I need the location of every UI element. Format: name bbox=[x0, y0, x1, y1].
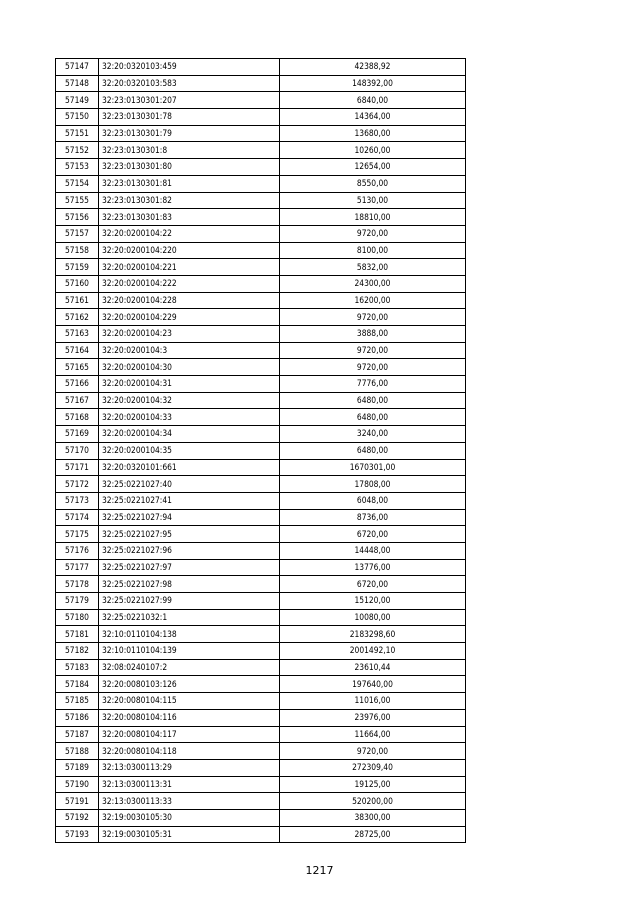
page-number: 1217 bbox=[305, 864, 334, 877]
row-number-cell: 57154 bbox=[56, 175, 99, 192]
row-number-cell: 57182 bbox=[56, 643, 99, 660]
cadastral-number-cell: 32:20:0200104:229 bbox=[99, 309, 280, 326]
table-row bbox=[56, 59, 466, 76]
value-cell: 8100,00 bbox=[280, 242, 466, 259]
cadastral-number-cell: 32:23:0130301:83 bbox=[99, 209, 280, 226]
cadastral-number-cell: 32:13:0300113:31 bbox=[99, 776, 280, 793]
value-cell: 12654,00 bbox=[280, 159, 466, 176]
value-cell: 6840,00 bbox=[280, 92, 466, 109]
row-number-cell: 57186 bbox=[56, 709, 99, 726]
row-number-cell: 57165 bbox=[56, 359, 99, 376]
table-row bbox=[56, 826, 466, 843]
row-number-cell: 57191 bbox=[56, 793, 99, 810]
cadastral-number-cell: 32:20:0080104:117 bbox=[99, 726, 280, 743]
row-number-cell: 57189 bbox=[56, 759, 99, 776]
table-row bbox=[56, 659, 466, 676]
value-cell: 9720,00 bbox=[280, 342, 466, 359]
cadastral-number-cell: 32:20:0200104:220 bbox=[99, 242, 280, 259]
value-cell: 6480,00 bbox=[280, 409, 466, 426]
cadastral-number-cell: 32:13:0300113:29 bbox=[99, 759, 280, 776]
value-cell: 3888,00 bbox=[280, 326, 466, 343]
table-row bbox=[56, 309, 466, 326]
table-row bbox=[56, 459, 466, 476]
row-number-cell: 57149 bbox=[56, 92, 99, 109]
row-number-cell: 57187 bbox=[56, 726, 99, 743]
table-row bbox=[56, 643, 466, 660]
cadastral-number-cell: 32:23:0130301:81 bbox=[99, 175, 280, 192]
table-row bbox=[56, 125, 466, 142]
row-number-cell: 57147 bbox=[56, 59, 99, 76]
cadastral-number-cell: 32:08:0240107:2 bbox=[99, 659, 280, 676]
row-number-cell: 57192 bbox=[56, 809, 99, 826]
cadastral-number-cell: 32:20:0200104:221 bbox=[99, 259, 280, 276]
value-cell: 13776,00 bbox=[280, 559, 466, 576]
value-cell: 7776,00 bbox=[280, 376, 466, 393]
value-cell: 15120,00 bbox=[280, 593, 466, 610]
cadastral-number-cell: 32:25:0221032:1 bbox=[99, 609, 280, 626]
row-number-cell: 57173 bbox=[56, 492, 99, 509]
value-cell: 8550,00 bbox=[280, 175, 466, 192]
table-row bbox=[56, 559, 466, 576]
value-cell: 9720,00 bbox=[280, 225, 466, 242]
value-cell: 14364,00 bbox=[280, 109, 466, 126]
value-cell: 5130,00 bbox=[280, 192, 466, 209]
cadastral-number-cell: 32:23:0130301:80 bbox=[99, 159, 280, 176]
table-row bbox=[56, 376, 466, 393]
row-number-cell: 57160 bbox=[56, 275, 99, 292]
row-number-cell: 57152 bbox=[56, 142, 99, 159]
table-row bbox=[56, 92, 466, 109]
table-row bbox=[56, 442, 466, 459]
value-cell: 24300,00 bbox=[280, 275, 466, 292]
row-number-cell: 57156 bbox=[56, 209, 99, 226]
cadastral-number-cell: 32:25:0221027:96 bbox=[99, 542, 280, 559]
cadastral-number-cell: 32:20:0200104:31 bbox=[99, 376, 280, 393]
cadastral-number-cell: 32:10:0110104:138 bbox=[99, 626, 280, 643]
table-row bbox=[56, 693, 466, 710]
cadastral-number-cell: 32:20:0200104:23 bbox=[99, 326, 280, 343]
value-cell: 9720,00 bbox=[280, 359, 466, 376]
table-row bbox=[56, 159, 466, 176]
value-cell: 5832,00 bbox=[280, 259, 466, 276]
table-row bbox=[56, 275, 466, 292]
row-number-cell: 57184 bbox=[56, 676, 99, 693]
table-row bbox=[56, 492, 466, 509]
cadastral-number-cell: 32:25:0221027:41 bbox=[99, 492, 280, 509]
table-body bbox=[56, 59, 466, 843]
table-row bbox=[56, 776, 466, 793]
table-row bbox=[56, 609, 466, 626]
table-row bbox=[56, 726, 466, 743]
row-number-cell: 57155 bbox=[56, 192, 99, 209]
row-number-cell: 57174 bbox=[56, 509, 99, 526]
value-cell: 6720,00 bbox=[280, 576, 466, 593]
row-number-cell: 57175 bbox=[56, 526, 99, 543]
cadastral-number-cell: 32:25:0221027:94 bbox=[99, 509, 280, 526]
row-number-cell: 57178 bbox=[56, 576, 99, 593]
table-row bbox=[56, 526, 466, 543]
value-cell: 197640,00 bbox=[280, 676, 466, 693]
table-row bbox=[56, 743, 466, 760]
document-sheet bbox=[55, 58, 466, 843]
row-number-cell: 57159 bbox=[56, 259, 99, 276]
cadastral-number-cell: 32:20:0200104:32 bbox=[99, 392, 280, 409]
row-number-cell: 57157 bbox=[56, 225, 99, 242]
row-number-cell: 57176 bbox=[56, 542, 99, 559]
row-number-cell: 57148 bbox=[56, 75, 99, 92]
row-number-cell: 57171 bbox=[56, 459, 99, 476]
table-row bbox=[56, 676, 466, 693]
row-number-cell: 57177 bbox=[56, 559, 99, 576]
value-cell: 14448,00 bbox=[280, 542, 466, 559]
cadastral-number-cell: 32:13:0300113:33 bbox=[99, 793, 280, 810]
cadastral-number-cell: 32:20:0200104:33 bbox=[99, 409, 280, 426]
cadastral-number-cell: 32:20:0200104:30 bbox=[99, 359, 280, 376]
value-cell: 18810,00 bbox=[280, 209, 466, 226]
row-number-cell: 57151 bbox=[56, 125, 99, 142]
table-row bbox=[56, 593, 466, 610]
cadastral-number-cell: 32:20:0200104:22 bbox=[99, 225, 280, 242]
table-row bbox=[56, 109, 466, 126]
cadastral-number-cell: 32:20:0200104:3 bbox=[99, 342, 280, 359]
table-row bbox=[56, 392, 466, 409]
value-cell: 6720,00 bbox=[280, 526, 466, 543]
table-row bbox=[56, 626, 466, 643]
cadastral-number-cell: 32:20:0080104:115 bbox=[99, 693, 280, 710]
row-number-cell: 57172 bbox=[56, 476, 99, 493]
cadastral-number-cell: 32:25:0221027:95 bbox=[99, 526, 280, 543]
value-cell: 2001492,10 bbox=[280, 643, 466, 660]
row-number-cell: 57162 bbox=[56, 309, 99, 326]
cadastral-number-cell: 32:23:0130301:8 bbox=[99, 142, 280, 159]
table-row bbox=[56, 542, 466, 559]
row-number-cell: 57166 bbox=[56, 376, 99, 393]
row-number-cell: 57150 bbox=[56, 109, 99, 126]
table-row bbox=[56, 793, 466, 810]
row-number-cell: 57164 bbox=[56, 342, 99, 359]
table-row bbox=[56, 242, 466, 259]
cadastral-number-cell: 32:25:0221027:98 bbox=[99, 576, 280, 593]
row-number-cell: 57169 bbox=[56, 426, 99, 443]
cadastral-number-cell: 32:25:0221027:99 bbox=[99, 593, 280, 610]
value-cell: 148392,00 bbox=[280, 75, 466, 92]
table-row bbox=[56, 576, 466, 593]
table-row bbox=[56, 426, 466, 443]
row-number-cell: 57158 bbox=[56, 242, 99, 259]
value-cell: 9720,00 bbox=[280, 309, 466, 326]
value-cell: 17808,00 bbox=[280, 476, 466, 493]
table-row bbox=[56, 192, 466, 209]
value-cell: 520200,00 bbox=[280, 793, 466, 810]
value-cell: 11016,00 bbox=[280, 693, 466, 710]
value-cell: 13680,00 bbox=[280, 125, 466, 142]
row-number-cell: 57190 bbox=[56, 776, 99, 793]
row-number-cell: 57168 bbox=[56, 409, 99, 426]
table-row bbox=[56, 209, 466, 226]
value-cell: 2183298,60 bbox=[280, 626, 466, 643]
row-number-cell: 57188 bbox=[56, 743, 99, 760]
cadastral-number-cell: 32:23:0130301:79 bbox=[99, 125, 280, 142]
row-number-cell: 57161 bbox=[56, 292, 99, 309]
table-row bbox=[56, 75, 466, 92]
row-number-cell: 57179 bbox=[56, 593, 99, 610]
cadastral-number-cell: 32:10:0110104:139 bbox=[99, 643, 280, 660]
cadastral-value-table bbox=[55, 58, 466, 843]
value-cell: 6480,00 bbox=[280, 392, 466, 409]
table-row bbox=[56, 476, 466, 493]
table-row bbox=[56, 409, 466, 426]
table-row bbox=[56, 509, 466, 526]
table-row bbox=[56, 759, 466, 776]
cadastral-number-cell: 32:23:0130301:82 bbox=[99, 192, 280, 209]
value-cell: 6048,00 bbox=[280, 492, 466, 509]
row-number-cell: 57163 bbox=[56, 326, 99, 343]
table-row bbox=[56, 342, 466, 359]
table-row bbox=[56, 259, 466, 276]
value-cell: 11664,00 bbox=[280, 726, 466, 743]
value-cell: 19125,00 bbox=[280, 776, 466, 793]
cadastral-number-cell: 32:20:0320103:583 bbox=[99, 75, 280, 92]
cadastral-number-cell: 32:23:0130301:78 bbox=[99, 109, 280, 126]
cadastral-number-cell: 32:23:0130301:207 bbox=[99, 92, 280, 109]
row-number-cell: 57167 bbox=[56, 392, 99, 409]
row-number-cell: 57181 bbox=[56, 626, 99, 643]
table-row bbox=[56, 225, 466, 242]
row-number-cell: 57193 bbox=[56, 826, 99, 843]
table-row bbox=[56, 326, 466, 343]
row-number-cell: 57170 bbox=[56, 442, 99, 459]
cadastral-number-cell: 32:20:0320101:661 bbox=[99, 459, 280, 476]
value-cell: 3240,00 bbox=[280, 426, 466, 443]
cadastral-number-cell: 32:19:0030105:31 bbox=[99, 826, 280, 843]
cadastral-number-cell: 32:20:0080104:116 bbox=[99, 709, 280, 726]
value-cell: 272309,40 bbox=[280, 759, 466, 776]
table-row bbox=[56, 359, 466, 376]
value-cell: 10080,00 bbox=[280, 609, 466, 626]
value-cell: 1670301,00 bbox=[280, 459, 466, 476]
cadastral-number-cell: 32:20:0200104:228 bbox=[99, 292, 280, 309]
value-cell: 42388,92 bbox=[280, 59, 466, 76]
cadastral-number-cell: 32:20:0320103:459 bbox=[99, 59, 280, 76]
cadastral-number-cell: 32:20:0080104:118 bbox=[99, 743, 280, 760]
value-cell: 8736,00 bbox=[280, 509, 466, 526]
cadastral-number-cell: 32:20:0200104:34 bbox=[99, 426, 280, 443]
table-row bbox=[56, 292, 466, 309]
value-cell: 23976,00 bbox=[280, 709, 466, 726]
row-number-cell: 57185 bbox=[56, 693, 99, 710]
cadastral-number-cell: 32:25:0221027:40 bbox=[99, 476, 280, 493]
row-number-cell: 57183 bbox=[56, 659, 99, 676]
cadastral-number-cell: 32:25:0221027:97 bbox=[99, 559, 280, 576]
value-cell: 38300,00 bbox=[280, 809, 466, 826]
value-cell: 23610,44 bbox=[280, 659, 466, 676]
row-number-cell: 57153 bbox=[56, 159, 99, 176]
cadastral-number-cell: 32:19:0030105:30 bbox=[99, 809, 280, 826]
table-row bbox=[56, 709, 466, 726]
table-row bbox=[56, 175, 466, 192]
value-cell: 9720,00 bbox=[280, 743, 466, 760]
value-cell: 6480,00 bbox=[280, 442, 466, 459]
table-row bbox=[56, 142, 466, 159]
cadastral-number-cell: 32:20:0080103:126 bbox=[99, 676, 280, 693]
value-cell: 10260,00 bbox=[280, 142, 466, 159]
value-cell: 16200,00 bbox=[280, 292, 466, 309]
value-cell: 28725,00 bbox=[280, 826, 466, 843]
cadastral-number-cell: 32:20:0200104:35 bbox=[99, 442, 280, 459]
row-number-cell: 57180 bbox=[56, 609, 99, 626]
table-row bbox=[56, 809, 466, 826]
cadastral-number-cell: 32:20:0200104:222 bbox=[99, 275, 280, 292]
